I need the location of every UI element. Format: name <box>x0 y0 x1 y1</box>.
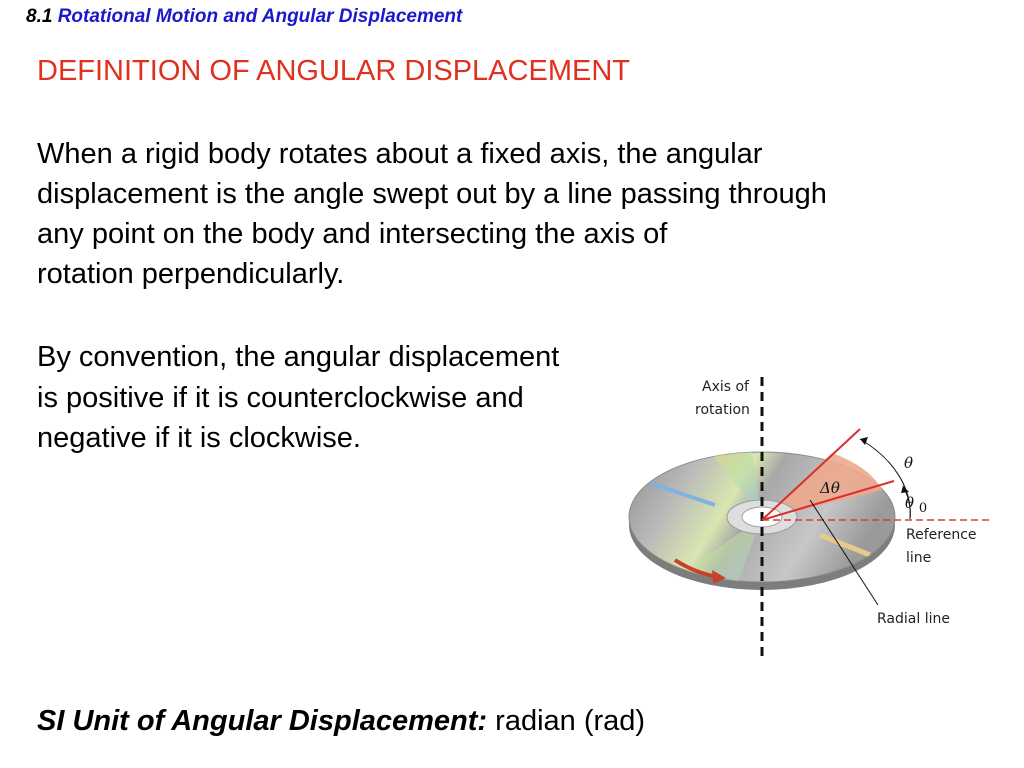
definition-text <box>37 134 1012 294</box>
theta-zero-subscript: 0 <box>918 501 928 516</box>
theta-zero-symbol: θ <box>905 494 915 512</box>
delta-theta-label: Δθ <box>820 479 840 497</box>
section-number: 8.1 <box>26 6 53 27</box>
section-title: Rotational Motion and Angular Displacement <box>57 6 463 27</box>
definition-line: displacement is the angle swept out by a line passing through <box>37 178 827 210</box>
rotating-disc-figure <box>610 365 1010 665</box>
slide-header <box>26 6 462 28</box>
si-unit-value: radian (rad) <box>495 705 646 737</box>
radial-line-label: Radial line <box>877 611 950 627</box>
reference-label-2 <box>906 550 931 566</box>
definition-line: rotation perpendicularly. <box>37 258 345 290</box>
reference-label-line1: Reference <box>906 527 977 543</box>
definition-line: any point on the body and intersecting the axis of <box>37 218 668 250</box>
convention-line: By convention, the angular displacement <box>37 341 560 373</box>
axis-label <box>702 379 750 395</box>
convention-line: negative if it is clockwise. <box>37 422 361 454</box>
reference-label-line2: line <box>906 550 932 566</box>
theta-zero-label <box>905 494 927 516</box>
theta-label: θ <box>904 454 914 472</box>
definition-heading: DEFINITION OF ANGULAR DISPLACEMENT <box>37 55 630 87</box>
convention-text <box>37 337 559 459</box>
axis-label-line2: rotation <box>695 402 750 418</box>
reference-label <box>906 527 977 543</box>
axis-label-2 <box>695 402 750 418</box>
convention-line: is positive if it is counterclockwise and <box>37 381 524 414</box>
definition-line: When a rigid body rotates about a fixed axis, the angular <box>37 138 763 170</box>
si-unit-label: SI Unit of Angular Displacement: <box>37 705 488 737</box>
si-unit-line <box>37 705 645 738</box>
axis-label-line1: Axis of <box>702 379 749 395</box>
